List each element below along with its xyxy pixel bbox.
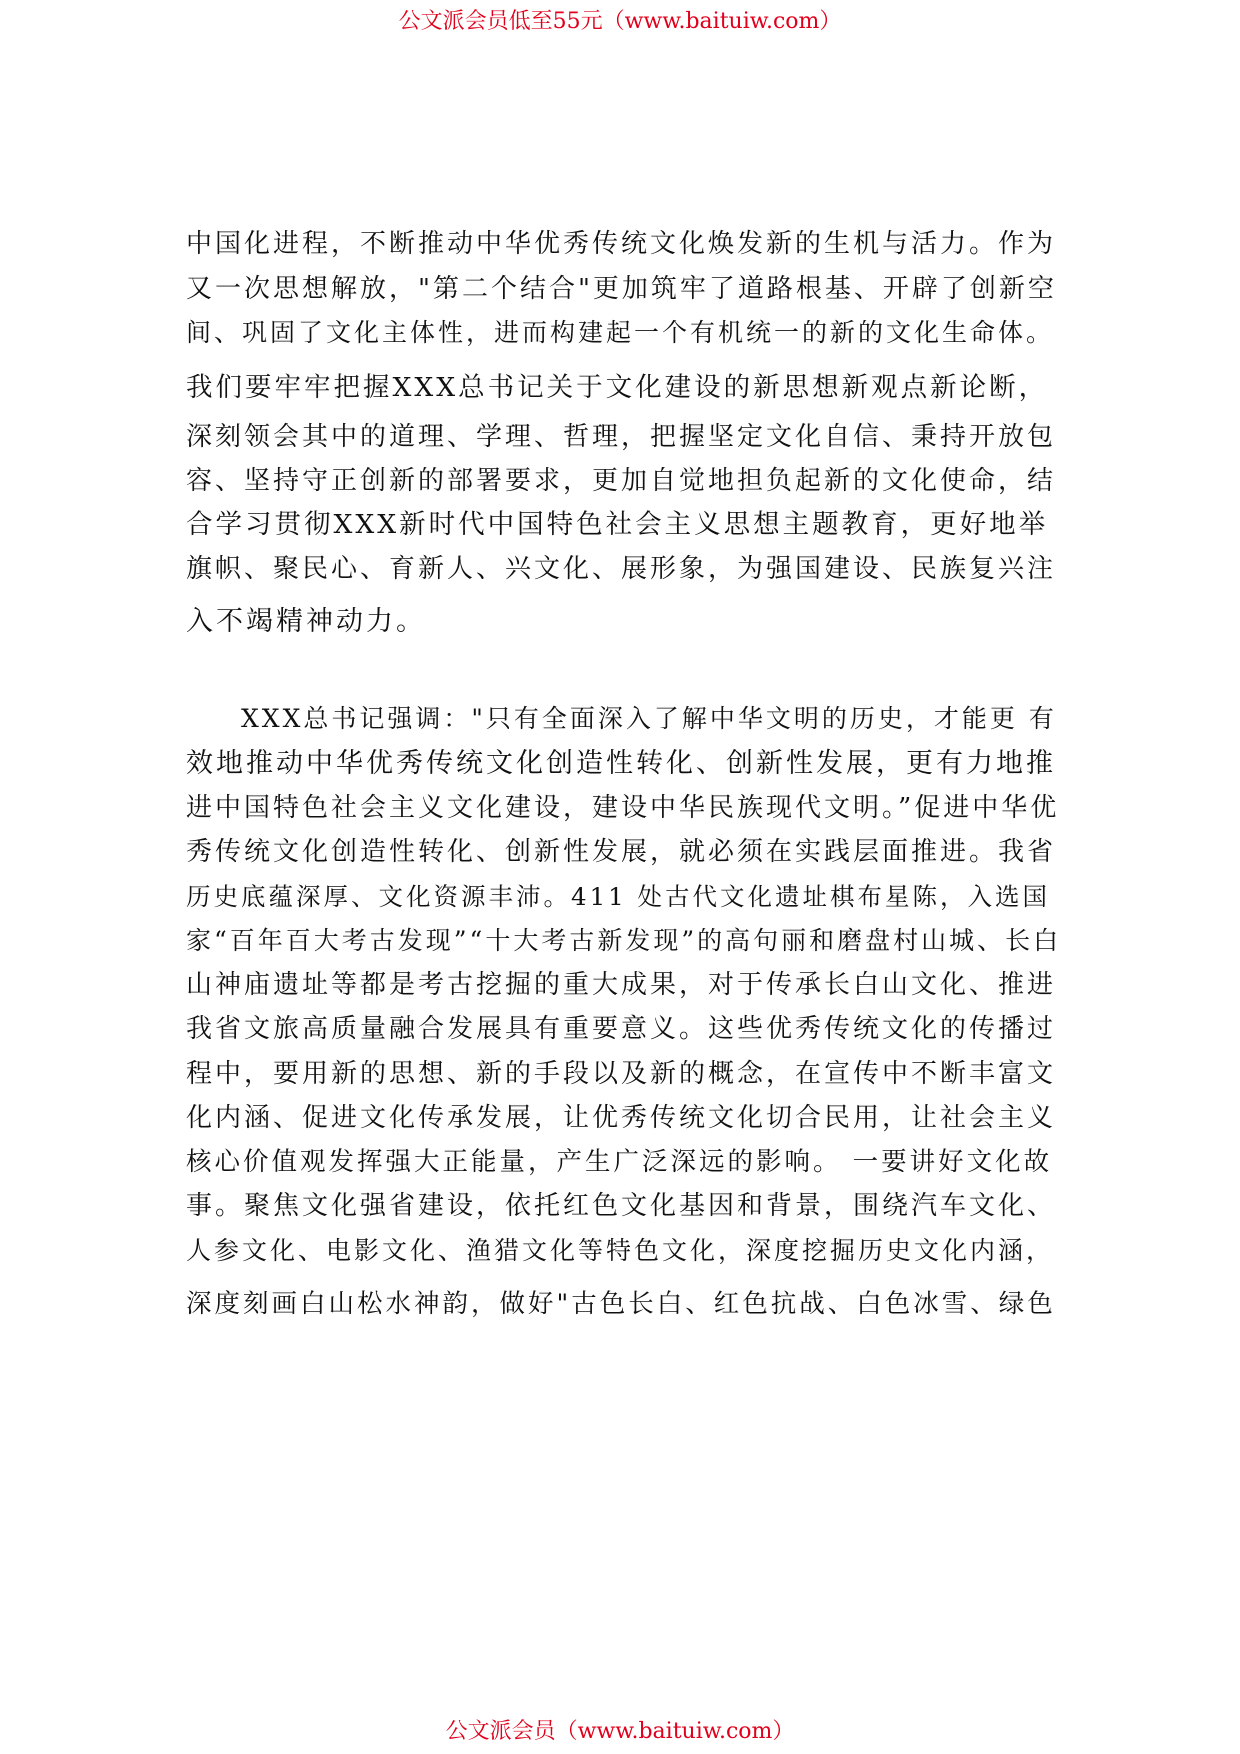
text-line: 深刻领会其中的道理、学理、哲理，把握坚定文化自信、秉持开放包 [186,422,1057,452]
text-line: 核心价值观发挥强大正能量，产生广泛深远的影响。 一要讲好文化故 [186,1147,1053,1177]
text-line: 深度刻画白山松水神韵，做好"古色长白、红色抗战、白色冰雪、绿色 [186,1289,1056,1319]
text-line: 化内涵、促进文化传承发展，让优秀传统文化切合民用，让社会主义 [186,1103,1057,1133]
text-line: 效地推动中华优秀传统文化创造性转化、创新性发展，更有力地推 [186,748,1056,779]
text-line: 秀传统文化创造性转化、创新性发展，就必须在实践层面推进。我省 [186,837,1057,867]
text-line: 容、坚持守正创新的部署要求，更加自觉地担负起新的文化使命，结 [186,466,1057,496]
text-line: 中国化进程，不断推动中华优秀传统文化焕发新的生机与活力。作为 [186,229,1057,259]
text-line: 进中国特色社会主义文化建设，建设中华民族现代文明。”促进中华优 [186,793,1060,823]
text-line: 旗帜、聚民心、育新人、兴文化、展形象，为强国建设、民族复兴注 [186,554,1057,584]
text-line: 家“百年百大考古发现”“十大考古新发现”的高句丽和磨盘村山城、长白 [186,926,1062,955]
text-line: 间、巩固了文化主体性，进而构建起一个有机统一的新的文化生命体。 [186,318,1055,347]
header-banner: 公文派会员低至55元（www.baituiw.com） [398,9,842,34]
text-line: 人参文化、电影文化、渔猎文化等特色文化，深度挖掘历史文化内涵， [186,1236,1055,1265]
text-line: 又一次思想解放，"第二个结合"更加筑牢了道路根基、开辟了创新空 [186,274,1057,304]
text-line: 山神庙遗址等都是考古挖掘的重大成果，对于传承长白山文化、推进 [186,970,1057,1000]
text-line: 程中，要用新的思想、新的手段以及新的概念，在宣传中不断丰富文 [186,1059,1057,1089]
text-line: 入不竭精神动力。 [186,606,426,637]
text-line: 历史底蕴深厚、文化资源丰沛。411 处古代文化遗址棋布星陈，入选国 [186,882,1051,911]
text-line: 合学习贯彻XXX新时代中国特色社会主义思想主题教育，更好地举 [186,509,1049,540]
text-line: 我们要牢牢把握XXX总书记关于文化建设的新思想新观点新论断， [186,372,1049,403]
footer-banner: 公文派会员（www.baituiw.com） [445,1719,795,1744]
text-line: 我省文旅高质量融合发展具有重要意义。这些优秀传统文化的传播过 [186,1014,1057,1044]
text-line: XXX总书记强调："只有全面深入了解中华文明的历史，才能更 有 [241,704,1057,733]
text-line: 事。聚焦文化强省建设，依托红色文化基因和背景，围绕汽车文化、 [186,1191,1057,1221]
